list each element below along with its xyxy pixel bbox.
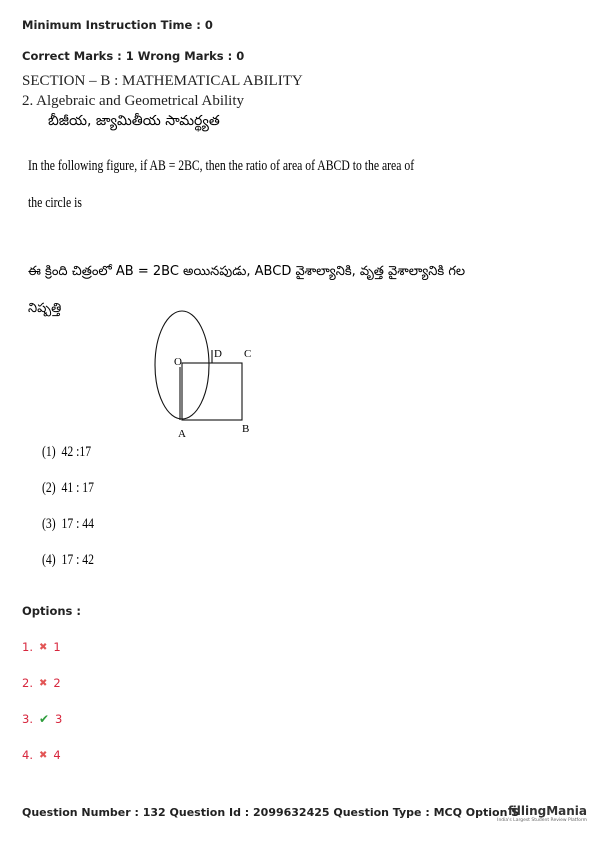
options-label: Options : [22, 604, 81, 618]
option-value: 2 [53, 676, 61, 690]
question-line-1: In the following figure, if AB = 2BC, then the ratio of area of ABCD to the area of [28, 158, 415, 174]
option-number: 3. [22, 712, 33, 726]
option-2[interactable] [22, 676, 61, 690]
option-number: 4. [22, 748, 33, 762]
geometry-figure [140, 305, 270, 445]
choice-number: (3) [42, 516, 56, 532]
choice-4 [42, 552, 94, 569]
marks-info: Correct Marks : 1 Wrong Marks : 0 [22, 49, 245, 63]
section-title: SECTION – B : MATHEMATICAL ABILITY [22, 73, 303, 89]
cross-icon: ✖ [38, 677, 48, 689]
option-3[interactable] [22, 712, 62, 726]
label-o: O [174, 356, 182, 368]
question-footer: Question Number : 132 Question Id : 2099632425 Question Type : MCQ Option S [22, 806, 520, 819]
choice-text: 42 :17 [61, 444, 92, 460]
option-value: 1 [53, 640, 61, 654]
section-telugu-subtitle: బీజీయ, జ్యామితీయ సామర్థ్యత [48, 113, 220, 129]
logo [497, 804, 587, 823]
choice-1 [42, 444, 91, 461]
label-c: C [244, 348, 252, 360]
choice-number: (4) [42, 552, 56, 568]
question-telugu-line-1: ఈ క్రింది చిత్రంలో AB = 2BC అయినపుడు, ABCD వైశాల్యానికి, వృత్త వైశాల్యానికి గల [28, 264, 466, 279]
cross-icon: ✖ [38, 749, 48, 761]
question-line-2: the circle is [28, 195, 82, 211]
question-telugu-line-2: నిష్పత్తి [28, 301, 62, 316]
min-instruction-time: Minimum Instruction Time : 0 [22, 18, 213, 32]
section-subtitle: 2. Algebraic and Geometrical Ability [22, 93, 245, 109]
choice-2 [42, 480, 94, 497]
choice-3 [42, 516, 94, 533]
option-1[interactable] [22, 640, 61, 654]
logo-tagline: India's Largest Student Review Platform [497, 818, 587, 823]
option-4[interactable] [22, 748, 61, 762]
rectangle-abcd [182, 363, 242, 420]
choice-text: 17 : 42 [61, 552, 95, 568]
logo-text: fillingMania [507, 804, 587, 818]
choice-number: (1) [42, 444, 56, 460]
check-icon: ✔ [38, 712, 50, 726]
label-d: D [214, 348, 222, 360]
choice-number: (2) [42, 480, 56, 496]
choice-text: 17 : 44 [61, 516, 95, 532]
label-a: A [178, 428, 186, 440]
option-number: 1. [22, 640, 33, 654]
label-b: B [242, 423, 250, 435]
cross-icon: ✖ [38, 641, 48, 653]
option-value: 4 [53, 748, 61, 762]
option-value: 3 [55, 712, 63, 726]
choice-text: 41 : 17 [61, 480, 95, 496]
option-number: 2. [22, 676, 33, 690]
